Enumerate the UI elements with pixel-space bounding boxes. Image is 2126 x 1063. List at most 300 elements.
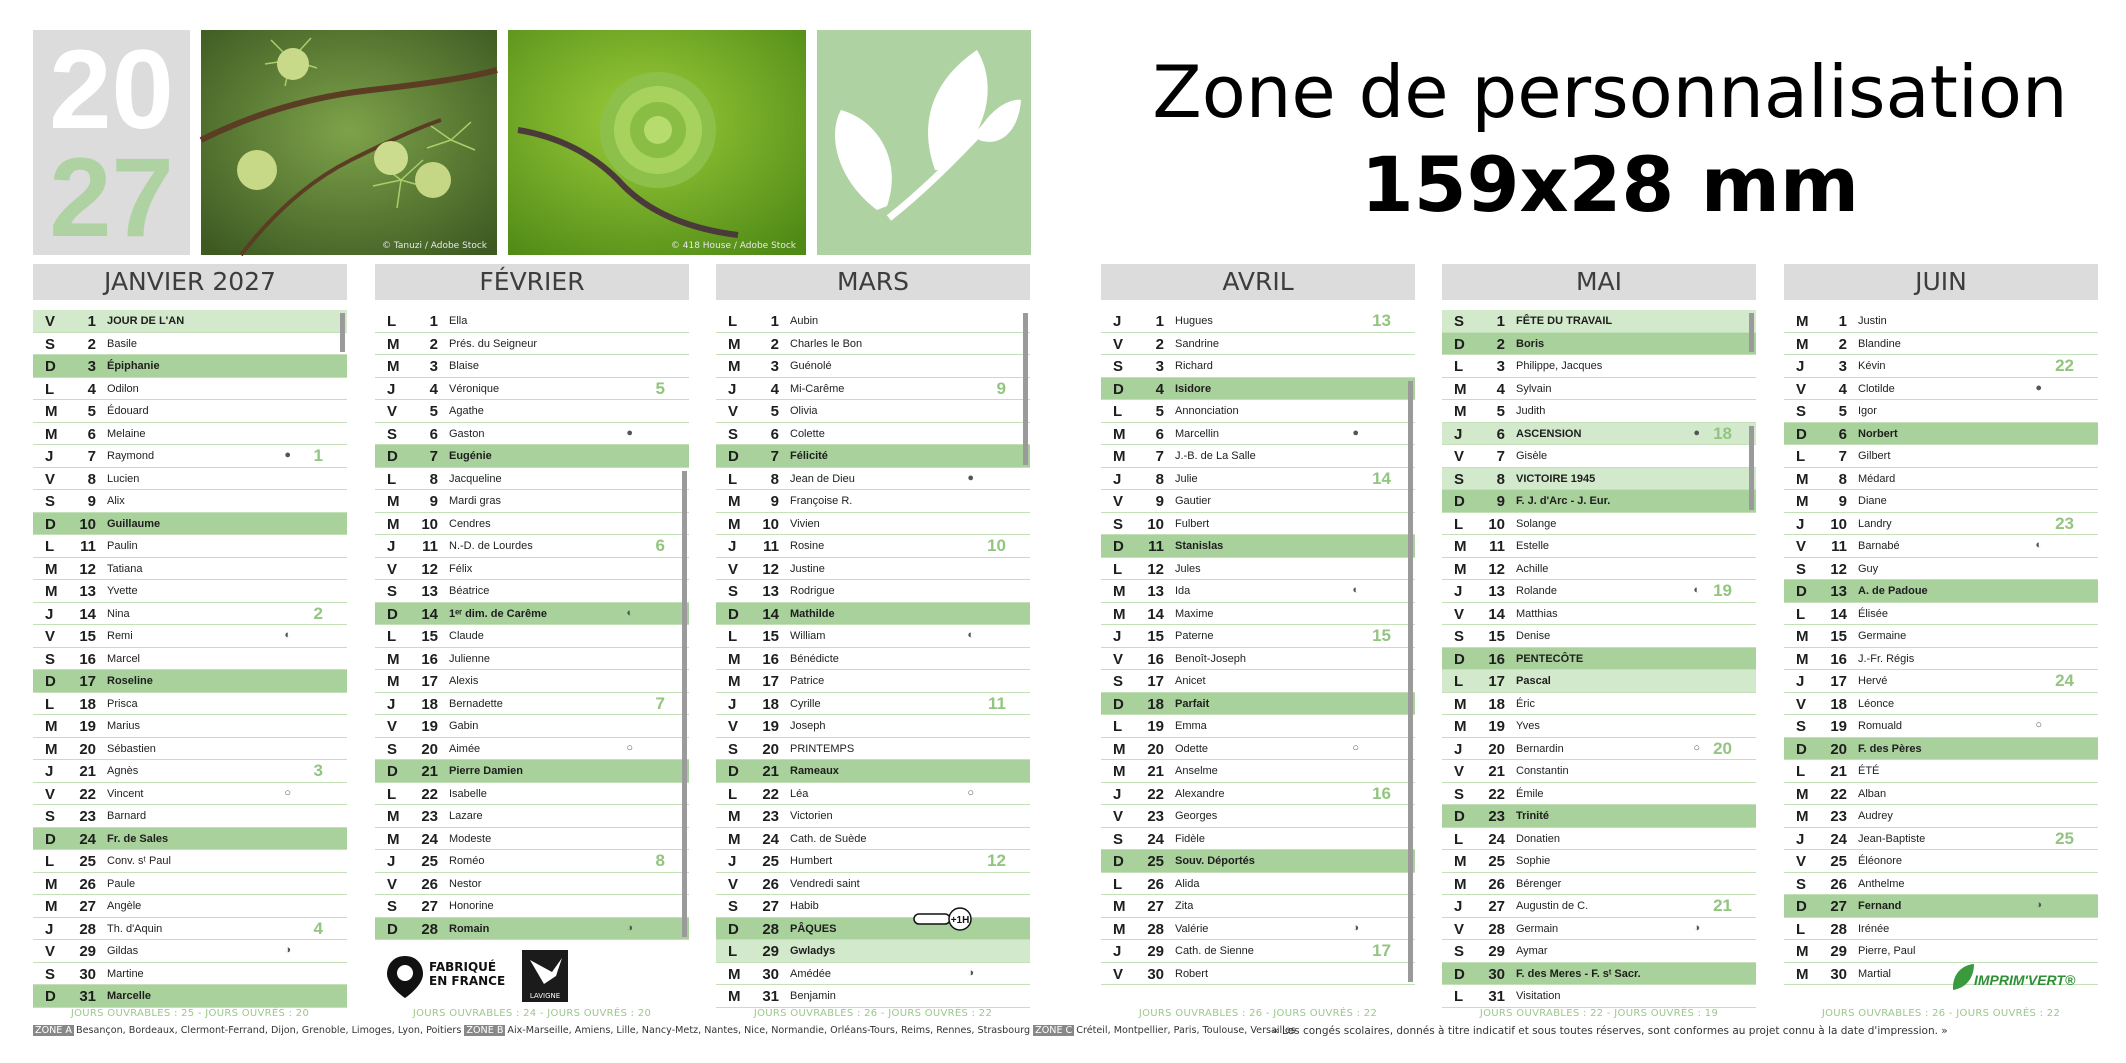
saint-name: Marcel (107, 652, 141, 665)
moon-phase-icon: ◐ (967, 629, 974, 641)
time-change-label: +1H (950, 915, 970, 926)
weekday-letter: M (387, 335, 400, 353)
moon-phase-icon: ◑ (2035, 899, 2042, 911)
day-row (1101, 738, 1415, 761)
day-number: 7 (1838, 448, 1847, 465)
saint-name: Fernand (1858, 900, 1902, 912)
saint-name: Jean-Baptiste (1858, 832, 1926, 845)
day-row (33, 715, 347, 738)
day-number: 5 (770, 403, 779, 420)
weekday-letter: V (1113, 650, 1124, 668)
week-number: 5 (655, 378, 665, 398)
day-row (33, 850, 347, 873)
saint-name: Isabelle (449, 787, 487, 800)
day-row (716, 648, 1030, 671)
saint-name: Conv. sᵗ Paul (107, 855, 171, 867)
day-number: 25 (421, 853, 438, 870)
day-number: 12 (1830, 560, 1847, 578)
day-number: 12 (762, 560, 779, 578)
day-number: 2 (87, 335, 96, 353)
saint-name: Diane (1858, 495, 1887, 507)
day-number: 16 (1830, 650, 1847, 668)
weekday-letter: J (387, 380, 396, 398)
day-row (1101, 783, 1415, 806)
day-row (716, 468, 1030, 491)
day-row (716, 355, 1030, 378)
day-number: 14 (79, 605, 96, 623)
zone-c-label: ZONE C (1035, 1025, 1073, 1036)
saint-name: Sophie (1516, 855, 1551, 867)
day-row (33, 625, 347, 648)
weekday-letter: M (1796, 335, 1809, 353)
weekday-letter: L (1454, 673, 1464, 690)
week-number: 10 (987, 536, 1006, 555)
lavigne-name: LAVIGNE (529, 992, 561, 1000)
weekday-letter: L (387, 785, 397, 803)
day-row (1784, 828, 2098, 851)
saint-name: Nestor (449, 877, 482, 890)
weekday-letter: S (1796, 718, 1807, 735)
day-row (1442, 580, 1756, 603)
month-header: AVRIL (1101, 264, 1415, 300)
saint-name: Mathilde (790, 607, 835, 620)
day-number: 4 (87, 380, 96, 398)
day-number: 11 (80, 538, 96, 555)
day-number: 12 (79, 560, 96, 578)
weekday-letter: S (45, 335, 56, 353)
weekday-letter: D (387, 605, 398, 623)
week-number: 19 (1713, 581, 1732, 600)
zone-c-cities: Créteil, Montpellier, Paris, Toulouse, Versailles (1076, 1025, 1296, 1036)
day-row (1784, 715, 2098, 738)
custom-zone-title: Zone de personnalisation (1152, 50, 2068, 134)
saint-name: Lucien (107, 472, 140, 485)
week-number: 13 (1372, 311, 1391, 330)
saint-name: F. des Meres - F. sᵗ Sacr. (1516, 967, 1641, 980)
saint-name: Aubin (790, 315, 819, 327)
weekday-letter: D (1454, 493, 1465, 510)
day-number: 13 (762, 583, 779, 600)
saint-name: Prés. du Seigneur (449, 337, 538, 350)
weekday-letter: S (728, 583, 739, 600)
saint-name: Martial (1858, 967, 1892, 980)
saint-name: Aymar (1516, 945, 1548, 957)
day-row (1784, 310, 2098, 333)
month-header: JUIN (1784, 264, 2098, 300)
weekday-letter: M (387, 358, 400, 375)
saint-name: Paterne (1175, 630, 1214, 642)
saint-name: F. des Pères (1858, 742, 1922, 755)
day-row (716, 310, 1030, 333)
day-number: 4 (429, 380, 438, 398)
day-number: 25 (1488, 853, 1505, 870)
day-row (33, 940, 347, 963)
week-number: 12 (987, 851, 1006, 870)
saint-name: Marcelle (107, 990, 152, 1002)
saint-name: Constantin (1516, 765, 1569, 777)
day-number: 7 (770, 448, 779, 465)
day-number: 29 (1488, 943, 1505, 960)
saint-name: Anicet (1175, 675, 1206, 687)
saint-name: Françoise R. (790, 495, 853, 507)
saint-name: Fidèle (1175, 832, 1205, 845)
saint-name: PRINTEMPS (790, 742, 855, 755)
day-number: 15 (79, 628, 96, 645)
day-row (33, 355, 347, 378)
saint-name: Kévin (1858, 360, 1886, 372)
day-row (1784, 423, 2098, 446)
saint-name: Rosine (790, 540, 825, 552)
day-row (33, 783, 347, 806)
saint-name: Ella (449, 315, 468, 327)
saint-name: Angèle (107, 900, 142, 912)
weekday-letter: M (45, 740, 58, 758)
day-row (375, 783, 689, 806)
saint-name: Prisca (107, 697, 138, 710)
weekday-letter: M (1454, 560, 1467, 578)
working-days-footer: JOURS OUVRABLES : 25 - JOURS OUVRÉS : 20 (70, 1008, 310, 1019)
week-number: 3 (313, 761, 323, 780)
day-row (716, 445, 1030, 468)
day-row (33, 423, 347, 446)
weekday-letter: M (1113, 425, 1126, 443)
saint-name: Nina (107, 607, 130, 620)
week-number: 8 (655, 851, 665, 870)
saint-name: Julienne (449, 652, 490, 665)
weekday-letter: J (728, 695, 737, 713)
saint-name: Guy (1858, 562, 1879, 575)
day-row (716, 513, 1030, 536)
day-number: 13 (421, 583, 438, 600)
moon-phase-icon: ○ (1352, 741, 1359, 754)
weekday-letter: M (1796, 470, 1809, 488)
moon-phase-icon: ◐ (626, 606, 633, 619)
saint-name: Cath. de Sienne (1175, 945, 1254, 957)
day-number: 14 (421, 605, 438, 623)
weekday-letter: M (387, 493, 400, 510)
day-number: 11 (1831, 538, 1847, 555)
weekday-letter: L (1796, 763, 1806, 780)
day-number: 21 (1488, 763, 1505, 780)
saint-name: Donatien (1516, 832, 1561, 845)
weekday-letter: D (45, 358, 56, 375)
day-row (33, 693, 347, 716)
weekday-letter: M (1454, 875, 1467, 893)
day-list (33, 310, 347, 1008)
weekday-letter: J (1113, 943, 1122, 960)
saint-name: Honorine (449, 900, 494, 912)
day-number: 8 (87, 470, 96, 488)
day-number: 5 (1155, 403, 1164, 420)
day-row (1784, 490, 2098, 513)
day-number: 6 (1496, 425, 1505, 443)
day-number: 17 (1147, 673, 1164, 690)
day-number: 18 (762, 695, 779, 713)
saint-name: Benjamin (790, 990, 836, 1002)
day-row (1442, 850, 1756, 873)
day-number: 10 (1147, 515, 1164, 533)
moon-phase-icon: ◐ (1693, 584, 1700, 596)
day-number: 24 (762, 830, 779, 848)
weekday-letter: S (728, 425, 739, 443)
day-number: 9 (87, 493, 96, 510)
day-row (1101, 378, 1415, 401)
leaf-icon (817, 30, 1031, 255)
day-row (33, 873, 347, 896)
weekday-letter: D (387, 448, 398, 465)
weekday-letter: D (1113, 695, 1124, 713)
weekday-letter: M (1796, 808, 1809, 825)
saint-name: Olivia (790, 405, 818, 417)
weekday-letter: M (387, 515, 400, 533)
day-number: 7 (87, 448, 96, 465)
day-number: 6 (770, 425, 779, 443)
saint-name: Irénée (1858, 922, 1890, 935)
saint-name: Romuald (1858, 720, 1903, 732)
day-number: 17 (79, 673, 96, 690)
saint-name: Yvette (107, 585, 138, 597)
day-row (1101, 468, 1415, 491)
weekday-letter: J (1796, 515, 1805, 533)
day-number: 19 (1830, 718, 1847, 735)
weekday-letter: L (1113, 875, 1123, 893)
saint-name: Alida (1175, 877, 1200, 890)
day-row (33, 895, 347, 918)
saint-name: Rameaux (790, 765, 839, 777)
day-row (375, 400, 689, 423)
weekday-letter: D (45, 673, 56, 690)
day-number: 18 (79, 695, 96, 713)
day-number: 18 (421, 695, 438, 713)
day-row (1101, 310, 1415, 333)
day-list (1784, 310, 2098, 985)
day-row (1101, 580, 1415, 603)
day-number: 8 (770, 470, 779, 488)
day-number: 20 (1830, 740, 1847, 758)
day-row (375, 895, 689, 918)
custom-zone-size: 159x28 mm (1360, 140, 1860, 229)
saint-name: Pierre, Paul (1858, 945, 1916, 957)
weekday-letter: J (1454, 583, 1463, 600)
day-row (1442, 400, 1756, 423)
day-row (1442, 783, 1756, 806)
school-holiday-bar (1749, 426, 1754, 510)
weekday-letter: L (45, 695, 55, 713)
day-row (375, 490, 689, 513)
saint-name: Igor (1858, 405, 1877, 417)
saint-name: ÉTÉ (1858, 765, 1880, 777)
saint-name: Gildas (107, 945, 139, 957)
week-number: 16 (1372, 783, 1391, 803)
weekday-letter: M (387, 808, 400, 825)
day-row (1784, 873, 2098, 896)
day-row (33, 513, 347, 536)
day-row (1442, 423, 1756, 446)
saint-name: Éric (1516, 697, 1535, 710)
month-header: FÉVRIER (375, 264, 689, 300)
saint-name: Clotilde (1858, 382, 1895, 395)
saint-name: Alix (107, 495, 125, 507)
weekday-letter: L (387, 628, 397, 645)
day-row (716, 378, 1030, 401)
saint-name: Landry (1858, 517, 1892, 530)
day-row (1101, 963, 1415, 986)
weekday-letter: J (1454, 740, 1463, 758)
weekday-letter: D (1454, 650, 1465, 668)
day-row (1784, 535, 2098, 558)
day-number: 17 (421, 673, 438, 690)
saint-name: Audrey (1858, 810, 1893, 822)
weekday-letter: M (728, 650, 741, 668)
saint-name: Germain (1516, 922, 1559, 935)
day-number: 24 (1830, 830, 1847, 848)
day-row (33, 468, 347, 491)
zone-a-cities: Besançon, Bordeaux, Clermont-Ferrand, Dijon, Grenoble, Limoges, Lyon, Poitiers (75, 1025, 462, 1036)
day-number: 16 (421, 650, 438, 668)
saint-name: Justin (1858, 315, 1887, 327)
day-number: 13 (1488, 583, 1505, 600)
saint-name: Parfait (1175, 697, 1210, 710)
weekday-letter: J (728, 538, 737, 555)
moon-phase-icon: ◐ (284, 629, 291, 641)
day-number: 8 (1155, 470, 1164, 488)
weekday-letter: V (1796, 853, 1807, 870)
day-number: 3 (1155, 358, 1164, 375)
day-row (716, 940, 1030, 963)
moon-phase-icon: ◑ (626, 921, 633, 934)
day-number: 27 (421, 898, 438, 915)
day-row (716, 760, 1030, 783)
day-number: 28 (1488, 920, 1505, 938)
saint-name: Sylvain (1516, 382, 1552, 395)
weekday-letter: S (387, 583, 398, 600)
weekday-letter: V (728, 875, 739, 893)
day-number: 18 (1488, 695, 1505, 713)
day-number: 5 (1838, 403, 1847, 420)
day-row (1784, 445, 2098, 468)
saint-name: Émile (1516, 787, 1544, 800)
weekday-letter: V (45, 470, 56, 488)
day-number: 23 (1488, 808, 1505, 825)
weekday-letter: M (45, 425, 58, 443)
weekday-letter: J (1113, 785, 1122, 803)
saint-name: J.-Fr. Régis (1858, 652, 1915, 665)
weekday-letter: S (1796, 875, 1807, 893)
day-row (375, 310, 689, 333)
weekday-letter: M (728, 808, 741, 825)
day-row (375, 625, 689, 648)
day-number: 5 (87, 403, 96, 420)
day-number: 5 (429, 403, 438, 420)
weekday-letter: V (728, 560, 739, 578)
month-header: JANVIER 2027 (33, 264, 347, 300)
day-row (375, 603, 689, 626)
day-row (1442, 558, 1756, 581)
saint-name: 1ᵉʳ dim. de Carême (449, 607, 548, 620)
day-number: 29 (79, 943, 96, 960)
day-number: 16 (1488, 650, 1505, 668)
day-number: 26 (1830, 875, 1847, 893)
month-column (33, 264, 347, 1008)
day-row (1784, 783, 2098, 806)
day-number: 19 (1488, 718, 1505, 735)
saint-name: Mi-Carême (790, 382, 845, 395)
day-number: 17 (1830, 673, 1847, 690)
weekday-letter: L (1454, 358, 1464, 375)
day-number: 15 (421, 628, 438, 645)
day-number: 4 (1838, 380, 1847, 398)
saint-name: Sébastien (107, 742, 156, 755)
day-row (1784, 355, 2098, 378)
day-number: 22 (1147, 785, 1164, 803)
weekday-letter: V (728, 403, 739, 420)
day-row (33, 333, 347, 356)
weekday-letter: V (1796, 380, 1807, 398)
saint-name: Agathe (449, 405, 484, 417)
saint-name: Valérie (1175, 922, 1209, 935)
weekday-letter: M (1796, 313, 1809, 330)
week-number: 14 (1372, 468, 1391, 488)
saint-name: Vivien (790, 517, 820, 530)
day-number: 3 (87, 358, 96, 375)
day-number: 28 (1830, 920, 1847, 938)
saint-name: Ida (1175, 585, 1191, 597)
saint-name: Gwladys (790, 945, 836, 957)
weekday-letter: M (1454, 853, 1467, 870)
day-row (375, 760, 689, 783)
weekday-letter: M (1796, 965, 1809, 983)
day-row (33, 378, 347, 401)
saint-name: Isidore (1175, 382, 1212, 395)
weekday-letter: J (1454, 898, 1463, 915)
day-number: 30 (1488, 965, 1505, 983)
day-number: 25 (762, 853, 779, 870)
day-row (375, 738, 689, 761)
saint-name: Anselme (1175, 765, 1218, 777)
weekday-letter: L (45, 538, 55, 555)
working-days-footer: JOURS OUVRABLES : 22 - JOURS OUVRÉS : 19 (1479, 1008, 1719, 1019)
day-number: 22 (421, 785, 438, 803)
weekday-letter: V (1454, 605, 1465, 623)
moon-phase-icon: ● (967, 471, 974, 484)
day-number: 12 (1147, 560, 1164, 578)
day-row (1101, 513, 1415, 536)
weekday-letter: S (45, 965, 56, 983)
saint-name: Jean de Dieu (790, 472, 855, 485)
saint-name: Alexis (449, 675, 479, 687)
day-row (1442, 715, 1756, 738)
saint-name: Modeste (449, 832, 492, 845)
day-list (375, 310, 689, 940)
saint-name: Gisèle (1516, 450, 1548, 462)
week-number: 2 (313, 603, 323, 623)
day-number: 27 (1147, 898, 1164, 915)
school-holiday-bar (682, 606, 687, 938)
saint-name: Souv. Déportés (1175, 855, 1255, 867)
day-number: 14 (1147, 605, 1164, 623)
day-row (716, 963, 1030, 986)
year-top-digits: 20 (49, 27, 174, 152)
day-number: 26 (421, 875, 438, 893)
day-row (375, 828, 689, 851)
day-row (33, 985, 347, 1008)
weekday-letter: M (1113, 740, 1126, 758)
day-row (1442, 760, 1756, 783)
day-number: 16 (1147, 650, 1164, 668)
saint-name: Anthelme (1858, 877, 1905, 890)
saint-name: Raymond (107, 450, 155, 462)
weekday-letter: S (728, 898, 739, 915)
